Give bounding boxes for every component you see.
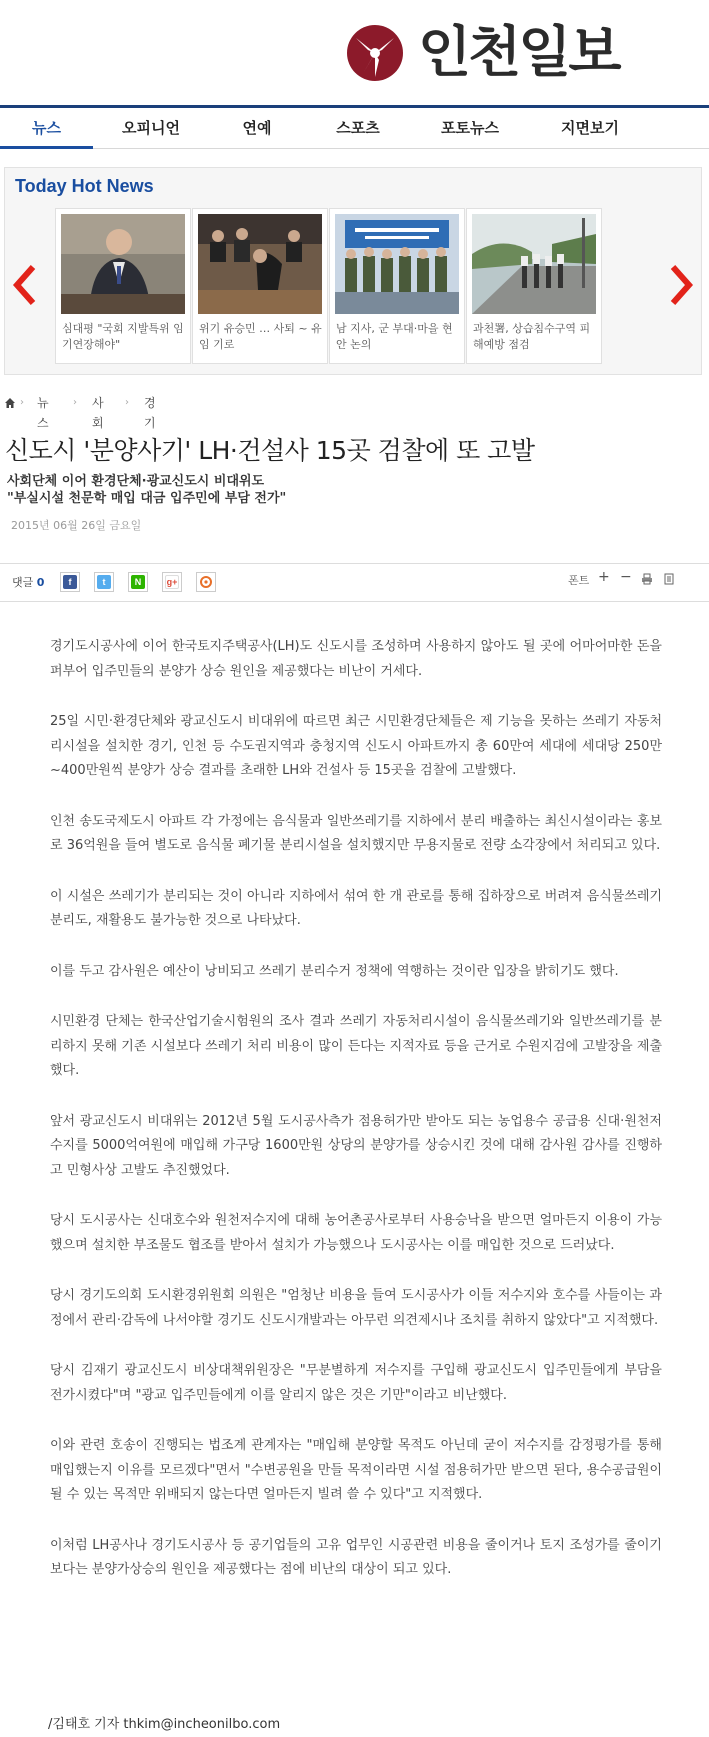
font-decrease-icon[interactable]: − [620,569,632,585]
comment-count: 0 [36,576,45,589]
font-label: 폰트 [568,574,590,587]
nav-paper-view[interactable]: 지면보기 [561,119,619,137]
hot-news-box [4,167,702,375]
news-photo-street [472,214,596,314]
facebook-icon[interactable]: f [60,572,80,592]
article-paragraph: 당시 경기도의회 도시환경위원회 의원은 "엄청난 비용을 들여 도시공사가 이들 저수지와 호수를 사들이는 과정에서 관리·감독에 나서야할 경기도 신도시개발과는 아무런 의견제시나 조치를 취하지 않았다"고 지적했다. [50,1288,662,1328]
hot-news-title: Today Hot News [15,176,154,196]
article-subtitle-line: "부실시설 천문학 매입 대금 입주민에 부담 전가" [7,491,287,506]
kakaostory-icon[interactable] [196,572,216,592]
article-title: 신도시 '분양사기' LH·건설사 15곳 검찰에 또 고발 [5,436,535,465]
hot-news-item[interactable] [329,208,465,364]
breadcrumb-society[interactable]: 사회 [92,396,104,430]
article-subtitle-line: 사회단체 이어 환경단체·광교신도시 비대위도 [7,474,265,489]
comment-label: 댓글 [12,576,34,589]
nav-photo-news[interactable]: 포토뉴스 [441,119,499,137]
comment-link[interactable] [12,574,44,590]
main-nav [0,105,709,149]
article-paragraph: 이와 관련 호송이 진행되는 법조계 관계자는 "매입해 분양할 목적도 아닌데 굳이 저수지를 감정평가를 통해 매입했는지 이유를 모르겠다"면서 "수변공원을 만들 목적이라면 시설 점용허가만 받으면 된다, 용수공급원이 될 수 있는 목적만 위배되지 않는다면 얼마든지 빌려 쓸 수 있다"고 지적했다. [50,1438,662,1502]
hot-news-caption: 과천署, 상습침수구역 피해예방 점검 [473,322,591,351]
breadcrumb-news[interactable]: 뉴스 [37,396,49,430]
article-paragraph: 시민환경 단체는 한국산업기술시험원의 조사 결과 쓰레기 자동처리시설이 음식물쓰레기와 일반쓰레기를 분리하지 못해 기존 시설보다 쓰레기 처리 비용이 많이 든다는 지적자료 등을 근거로 수원지검에 고발장을 제출했다. [50,1014,662,1078]
nav-entertainment[interactable]: 연예 [242,119,272,137]
article-paragraph: 당시 도시공사는 신대호수와 원천저수지에 대해 농어촌공사로부터 사용승낙을 받으면 얼마든지 이용이 가능했으며 설치한 부조물도 협조를 받아서 설치가 가능했으나 도시공사는 이를 매입한 것으로 드러났다. [50,1213,662,1253]
font-increase-icon[interactable]: + [598,569,610,585]
twitter-icon[interactable]: t [94,572,114,592]
print-icon[interactable] [641,573,653,588]
home-icon[interactable] [4,393,16,415]
article-byline: /김태호 기자 thkim@incheonilbo.com [48,1717,281,1732]
chevron-right-icon[interactable] [665,263,695,307]
article-paragraph: 앞서 광교신도시 비대위는 2012년 5월 도시공사측가 점용허가만 받아도 되는 농업용수 공급용 신대·원천저수지를 5000억여원에 매입해 가구당 1600만원 상당의 분양가를 상승시킨 것에 대해 감사원 감사를 진행하고 민형사상 고발도 추진했었다. [50,1113,662,1178]
news-photo-meeting [61,214,185,314]
breadcrumb-separator-icon: › [73,397,77,408]
chevron-left-icon[interactable] [11,263,41,307]
article-body [50,635,662,1609]
hot-news-caption: 심대평 "국회 지발특위 임기연장해야" [62,322,184,351]
article-paragraph: 인천 송도국제도시 아파트 각 가정에는 음식물과 일반쓰레기를 지하에서 분리 배출하는 최신시설이라는 홍보로 36억원을 들여 별도로 음식물 폐기물 분리시설을 설치했지만 무용지물로 전량 소각장에서 처리되고 있다. [50,813,662,853]
print-alt-icon[interactable] [663,573,675,588]
article-paragraph: 당시 김재기 광교신도시 비상대책위원장은 "무분별하게 저수지를 구입해 광교신도시 입주민들에게 부담을 전가시켰다"며 "광교 입주민들에게 이를 알리지 않은 것은 기만"이라고 비난했다. [50,1363,662,1403]
site-logo-text[interactable]: 인천일보 [418,20,619,84]
share-bar [0,563,709,602]
site-header [0,0,709,105]
article-paragraph: 25일 시민·환경단체와 광교신도시 비대위에 따르면 최근 시민환경단체들은 제 기능을 못하는 쓰레기 자동처리시설을 설치한 경기, 인천 등 수도권지역과 충청지역 신도시 아파트까지 총 60만여 세대에 세대당 250만~400만원씩 분양가 상승 결과를 초래한 LH와 건설사 등 15곳을 검찰에 고발했다. [50,714,662,778]
article-paragraph: 이를 두고 감사원은 예산이 낭비되고 쓰레기 분리수거 정책에 역행하는 것이란 입장을 밝히기도 했다. [50,963,619,979]
article-subtitle [7,473,286,507]
breadcrumb-gyeonggi[interactable]: 경기 [144,396,156,430]
breadcrumb-separator-icon: › [125,397,129,408]
hot-news-caption: 위기 유승민 … 사퇴 ~ 유임 기로 [199,322,322,351]
hot-news-item[interactable] [466,208,602,364]
article-paragraph: 경기도시공사에 이어 한국토지주택공사(LH)도 신도시를 조성하며 사용하지 않아도 될 곳에 어마어마한 돈을 퍼부어 입주민들의 분양가 상승 원인을 제공했다는 비난이 거세다. [50,639,662,679]
logo-icon[interactable] [346,24,404,82]
nav-opinion[interactable]: 오피니언 [122,119,180,137]
article-date: 2015년 06월 26일 금요일 [11,519,142,532]
googleplus-icon[interactable]: g+ [162,572,182,592]
hot-news-caption: 남 지사, 군 부대·마을 현안 논의 [336,322,453,351]
news-photo-assembly [198,214,322,314]
news-photo-military [335,214,459,314]
nav-active-indicator [0,146,93,149]
article-paragraph: 이 시설은 쓰레기가 분리되는 것이 아니라 지하에서 섞여 한 개 관로를 통해 집하장으로 버려져 음식물쓰레기 분리도, 재활용도 불가능한 것으로 나타났다. [50,888,662,928]
breadcrumb-separator-icon: › [20,397,24,408]
hot-news-item[interactable] [192,208,328,364]
article-paragraph: 이처럼 LH공사나 경기도시공사 등 공기업들의 고유 업무인 시공관련 비용을 줄이거나 토지 조성가를 줄이기 보다는 분양가상승의 원인을 제공했다는 점에 비난의 대상이 되고 있다. [50,1537,662,1577]
hot-news-item[interactable] [55,208,191,364]
nav-sports[interactable]: 스포츠 [336,119,380,137]
naver-icon[interactable]: N [128,572,148,592]
nav-news[interactable]: 뉴스 [32,119,61,137]
